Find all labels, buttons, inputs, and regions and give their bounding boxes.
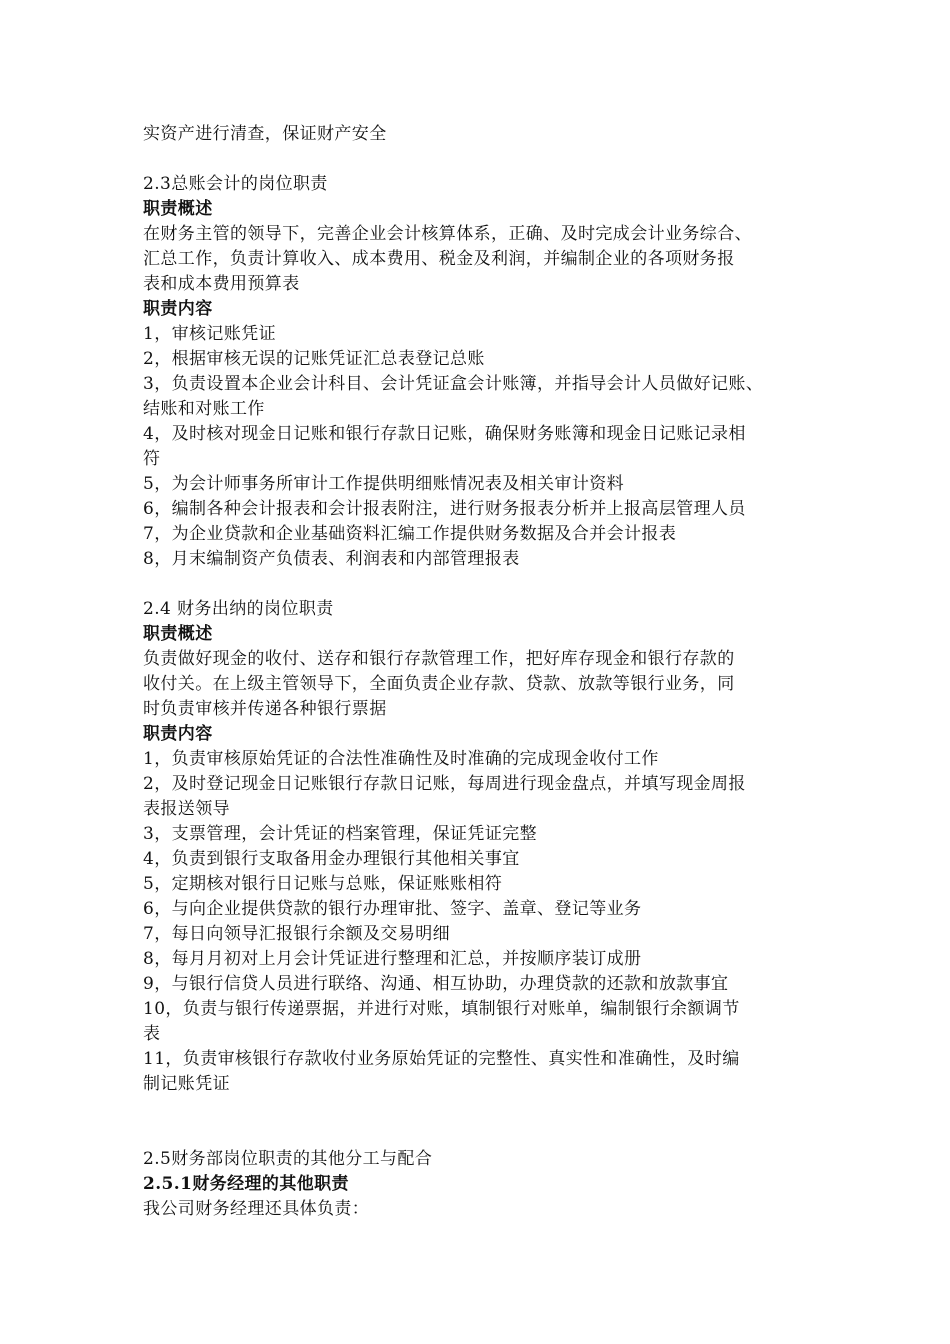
- section-2-3-content-label: 职责内容: [143, 299, 213, 319]
- section-2-5-heading: 2.5财务部岗位职责的其他分工与配合: [143, 1149, 433, 1169]
- duty-item: 6，与向企业提供贷款的银行办理审批、签字、盖章、登记等业务: [143, 899, 642, 919]
- duty-item: 1，负责审核原始凭证的合法性准确性及时准确的完成现金收付工作: [143, 749, 659, 769]
- spacer: [143, 572, 833, 597]
- duty-item: 2，根据审核无误的记账凭证汇总表登记总账: [143, 349, 485, 369]
- duty-item: 4，负责到银行支取备用金办理银行其他相关事宜: [143, 849, 520, 869]
- duty-item: 8，每月月初对上月会计凭证进行整理和汇总，并按顺序装订成册: [143, 949, 642, 969]
- overview-line: 汇总工作，负责计算收入、成本费用、税金及利润，并编制企业的各项财务报: [143, 249, 735, 269]
- duty-item: 4，及时核对现金日记账和银行存款日记账，确保财务账簿和现金日记账记录相: [143, 424, 746, 444]
- duty-item: 结账和对账工作: [143, 399, 265, 419]
- duty-item: 3，支票管理，会计凭证的档案管理，保证凭证完整: [143, 824, 538, 844]
- section-2-3-overview-label: 职责概述: [143, 199, 213, 219]
- duty-item: 8，月末编制资产负债表、利润表和内部管理报表: [143, 549, 520, 569]
- spacer: [143, 147, 833, 172]
- section-2-5-1-subheading: 2.5.1财务经理的其他职责: [143, 1174, 349, 1194]
- duty-item: 制记账凭证: [143, 1074, 230, 1094]
- overview-line: 在财务主管的领导下，完善企业会计核算体系，正确、及时完成会计业务综合、: [143, 224, 752, 244]
- intro-line: 实资产进行清查，保证财产安全: [143, 124, 387, 144]
- section-2-4-overview-label: 职责概述: [143, 624, 213, 644]
- overview-line: 负责做好现金的收付、送存和银行存款管理工作，把好库存现金和银行存款的: [143, 649, 735, 669]
- duty-item: 表: [143, 1024, 161, 1044]
- duty-item: 11，负责审核银行存款收付业务原始凭证的完整性、真实性和准确性，及时编: [143, 1049, 740, 1069]
- overview-line: 收付关。在上级主管领导下，全面负责企业存款、贷款、放款等银行业务，同: [143, 674, 735, 694]
- overview-line: 时负责审核并传递各种银行票据: [143, 699, 387, 719]
- duty-item: 6，编制各种会计报表和会计报表附注，进行财务报表分析并上报高层管理人员: [143, 499, 746, 519]
- duty-item: 7，每日向领导汇报银行余额及交易明细: [143, 924, 451, 944]
- document-page: [143, 122, 833, 1222]
- duty-item: 5，为会计师事务所审计工作提供明细账情况表及相关审计资料: [143, 474, 625, 494]
- duty-item: 3，负责设置本企业会计科目、会计凭证盒会计账簿，并指导会计人员做好记账、: [143, 374, 764, 394]
- spacer: [143, 1097, 833, 1147]
- duty-item: 1，审核记账凭证: [143, 324, 277, 344]
- duty-item: 7，为企业贷款和企业基础资料汇编工作提供财务数据及合并会计报表: [143, 524, 677, 544]
- section-2-3-heading: 2.3总账会计的岗位职责: [143, 174, 328, 194]
- duty-item: 10，负责与银行传递票据，并进行对账，填制银行对账单，编制银行余额调节: [143, 999, 740, 1019]
- duty-item: 2，及时登记现金日记账银行存款日记账，每周进行现金盘点，并填写现金周报: [143, 774, 746, 794]
- duty-item: 表报送领导: [143, 799, 230, 819]
- duty-item: 5，定期核对银行日记账与总账，保证账账相符: [143, 874, 503, 894]
- overview-line: 表和成本费用预算表: [143, 274, 300, 294]
- section-2-4-content-label: 职责内容: [143, 724, 213, 744]
- duty-item: 符: [143, 449, 161, 469]
- duty-item: 9，与银行信贷人员进行联络、沟通、相互协助，办理贷款的还款和放款事宜: [143, 974, 729, 994]
- section-2-4-heading: 2.4 财务出纳的岗位职责: [143, 599, 334, 619]
- section-2-5-line: 我公司财务经理还具体负责：: [143, 1199, 370, 1219]
